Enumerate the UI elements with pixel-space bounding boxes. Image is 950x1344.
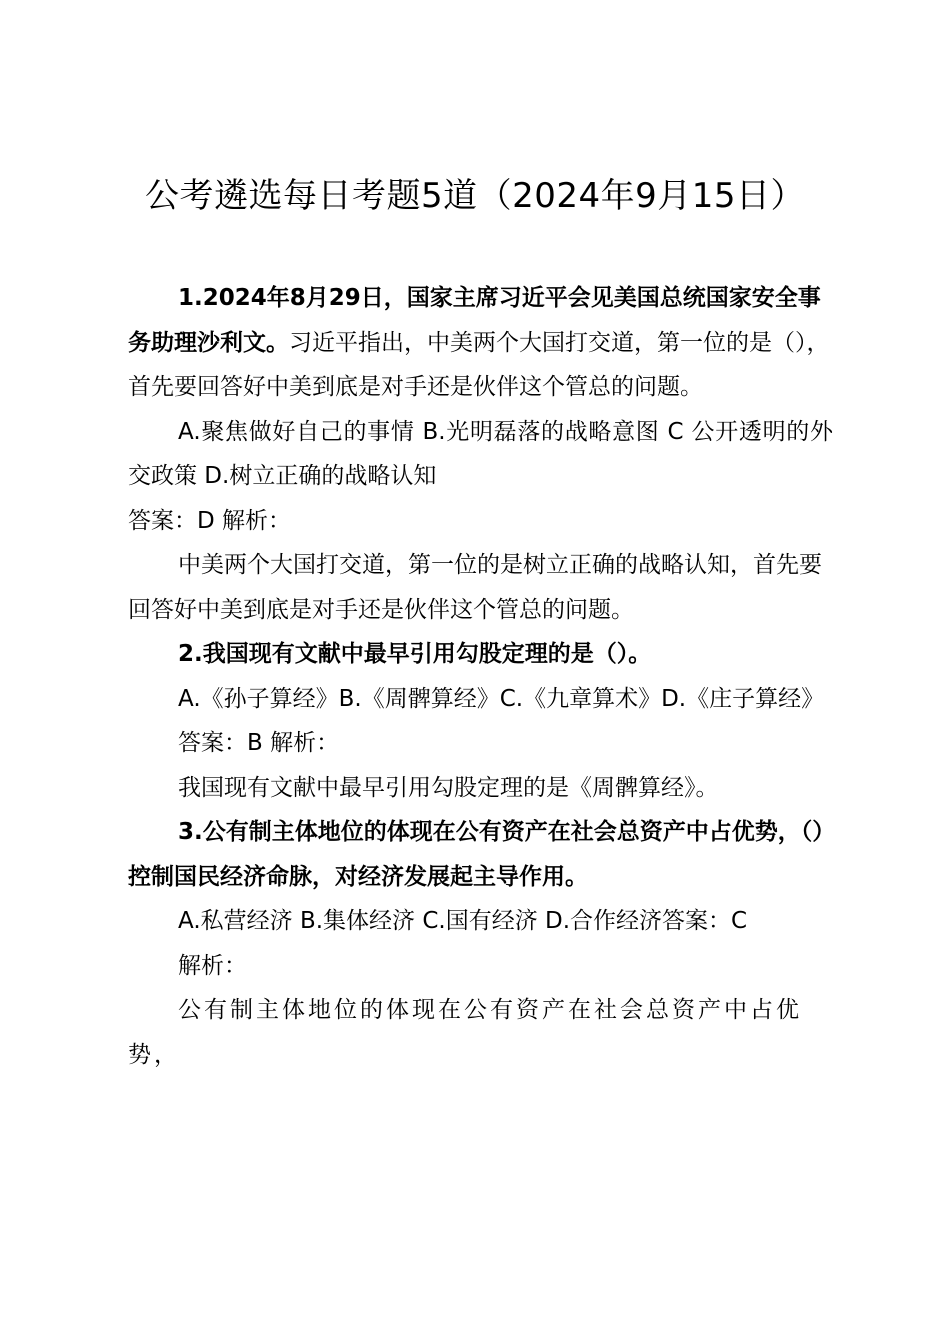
document-body bbox=[128, 276, 833, 1077]
question-2-answer: 答案：B 解析： bbox=[178, 730, 340, 756]
question-2-analysis: 我国现有文献中最早引用勾股定理的是《周髀算经》。 bbox=[178, 774, 719, 801]
document-title: 公考遴选每日考题5道（2024年9月15日） bbox=[144, 176, 806, 216]
question-1-stem bbox=[128, 276, 833, 410]
question-1-analysis: 中美两个大国打交道，第一位的是树立正确的战略认知，首先要回答好中美到底是对手还是伙伴这个管总的问题。 bbox=[128, 552, 822, 623]
question-1-options: A.聚焦做好自己的事情 B.光明磊落的战略意图 C 公开透明的外交政策 D.树立正确的战略认知 bbox=[128, 418, 833, 489]
question-3-analysis-label: 解析： bbox=[178, 952, 247, 979]
question-1-answer: 答案：D 解析： bbox=[128, 507, 292, 534]
question-3-options-answer: A.私营经济 B.集体经济 C.国有经济 D.合作经济答案：C bbox=[178, 908, 748, 934]
question-2-options: A.《孙子算经》B.《周髀算经》C.《九章算术》D.《庄子算经》 bbox=[178, 685, 825, 712]
question-3-stem: 3.公有制主体地位的体现在公有资产在社会总资产中占优势，（）控制国民经济命脉，对经济发展起主导作用。 bbox=[128, 819, 824, 890]
question-3-analysis: 公有制主体地位的体现在公有资产在社会总资产中占优势， bbox=[128, 997, 802, 1068]
question-1-stem-bold: 1.2024年8月29日，国家主席习近平会见美国总统国家安全事务助理沙利文。 bbox=[128, 285, 821, 356]
question-2-stem: 2.我国现有文献中最早引用勾股定理的是（）。 bbox=[178, 641, 652, 667]
question-1-stem-rest: 习近平指出，中美两个大国打交道，第一位的是（），首先要回答好中美到底是对手还是伙伴这个管总的问题。 bbox=[128, 329, 830, 400]
